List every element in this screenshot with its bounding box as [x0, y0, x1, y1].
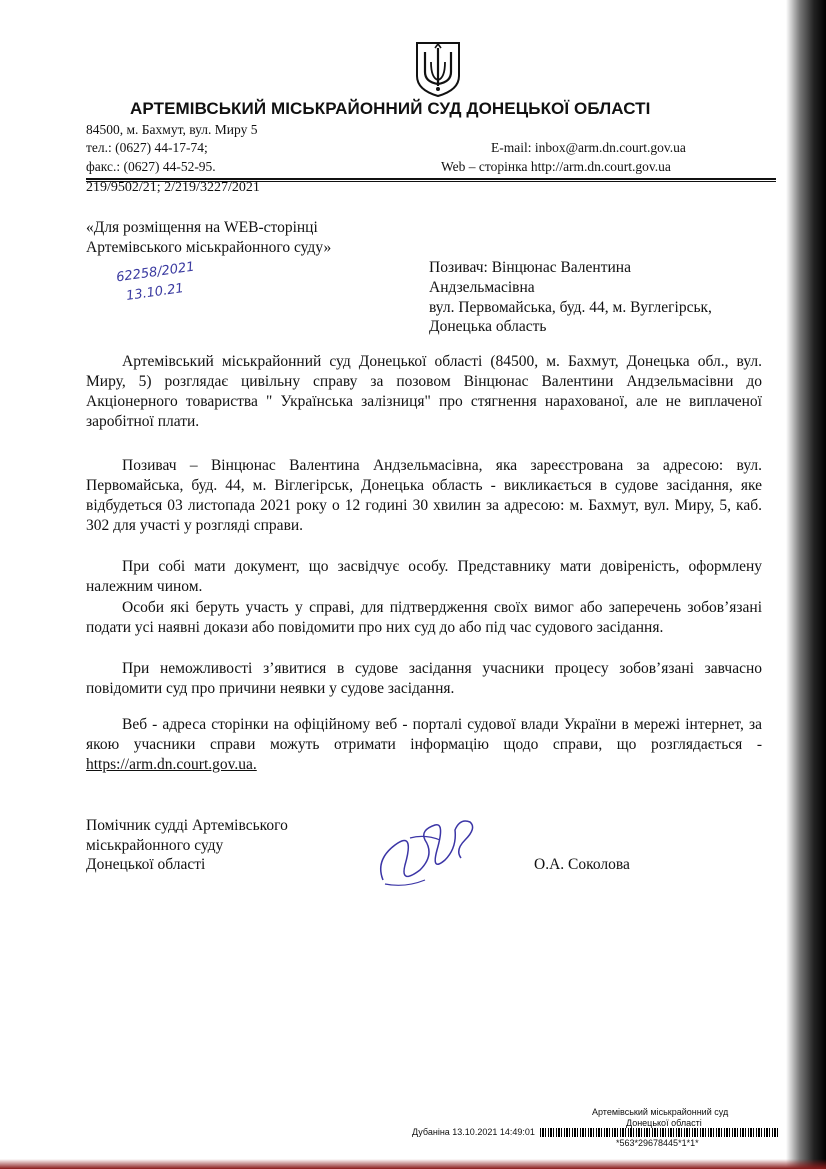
recipient-line-2: Андзельмасівна	[429, 279, 535, 296]
paragraph-documents: При собі мати документ, що засвідчує особу. Представнику мати довіреність, оформлену належним чином.	[86, 558, 762, 595]
court-name: АРТЕМІВСЬКИЙ МІСЬКРАЙОННИЙ СУД ДОНЕЦЬКОЇ ОБЛАСТІ	[130, 99, 651, 118]
signatory-title-line-1: Помічник судді Артемівського	[86, 817, 288, 834]
handwritten-registration-date: 13.10.21	[125, 281, 185, 304]
court-fax: факс.: (0627) 44-52-95.	[86, 159, 216, 174]
stamp-code: *563*29678445*1*1*	[616, 1138, 699, 1148]
web-note-line-2: Артемівського міськрайонного суду»	[86, 239, 332, 256]
signatory-name: О.А. Соколова	[534, 856, 630, 873]
court-phone: тел.: (0627) 44-17-74;	[86, 140, 208, 155]
stamp-court-line-1: Артемівський міськрайонний суд	[592, 1107, 729, 1117]
signatory-title-line-2: міськрайонного суду	[86, 837, 224, 854]
paragraph-web-address: Веб - адреса сторінки на офіційному веб - порталі судової влади України в мережі інтернет, за якою учасники справи можуть отримати інформацію щодо справи, що розглядається - https://arm.dn.court.gov.ua.	[86, 716, 762, 773]
coat-of-arms-icon	[413, 40, 463, 98]
signatory-title-line-3: Донецької області	[86, 856, 206, 873]
court-website: Web – сторінка http://arm.dn.court.gov.ua	[441, 159, 671, 174]
recipient-line-3: вул. Первомайська, буд. 44, м. Вуглегірськ,	[429, 299, 712, 316]
paragraph-evidence: Особи які беруть участь у справі, для підтвердження своїх вимог або заперечень зобов’язані подати усі наявні докази або повідомити про них суд до або під час судового засідання.	[86, 599, 762, 636]
stamp-printed-by: Дубанiна 13.10.2021 14:49:01	[412, 1127, 535, 1137]
stamp-court-line-2: Донецької області	[626, 1118, 702, 1128]
barcode-icon	[540, 1128, 780, 1137]
court-address: 84500, м. Бахмут, вул. Миру 5	[86, 122, 258, 137]
recipient-line-4: Донецька область	[429, 318, 547, 335]
scan-bottom-edge	[0, 1159, 826, 1169]
web-note-line-1: «Для розміщення на WEB-сторінці	[86, 219, 318, 236]
paragraph-summons: Позивач – Вінцюнас Валентина Андзельмасівна, яка зареєстрована за адресою: вул. Первомайська, буд. 44, м. Віглегірськ, Донецька область - викликається в судове засідання, яке відбудеться 03 листопада 2021 року о 12 годині 30 хвилин за адресою: м. Бахмут, вул. Миру, 5, каб. 302 для участі у розгляді справи.	[86, 457, 762, 534]
handwritten-registration-number: 62258/2021	[115, 259, 196, 286]
court-website-link[interactable]: https://arm.dn.court.gov.ua.	[86, 756, 257, 773]
paragraph-absence: При неможливості з’явитися в судове засідання учасники процесу зобов’язані завчасно повідомити суд про причини неявки у судове засідання.	[86, 660, 762, 697]
court-email: E-mail: inbox@arm.dn.court.gov.ua	[491, 140, 686, 155]
paragraph-case-info: Артемівський міськрайонний суд Донецької області (84500, м. Бахмут, Донецька обл., вул. Миру, 5) розглядає цивільну справу за позовом Вінцюнас Валентини Андзельмасівни до Акціонерного товариства " Українська залізниця" про стягнення нарахованої, але не виплаченої заробітної плати.	[86, 353, 762, 430]
handwritten-signature	[365, 810, 485, 895]
scan-edge-shadow	[786, 0, 826, 1169]
recipient-line-1: Позивач: Вінцюнас Валентина	[429, 259, 631, 276]
case-numbers: 219/9502/21; 2/219/3227/2021	[86, 180, 260, 195]
